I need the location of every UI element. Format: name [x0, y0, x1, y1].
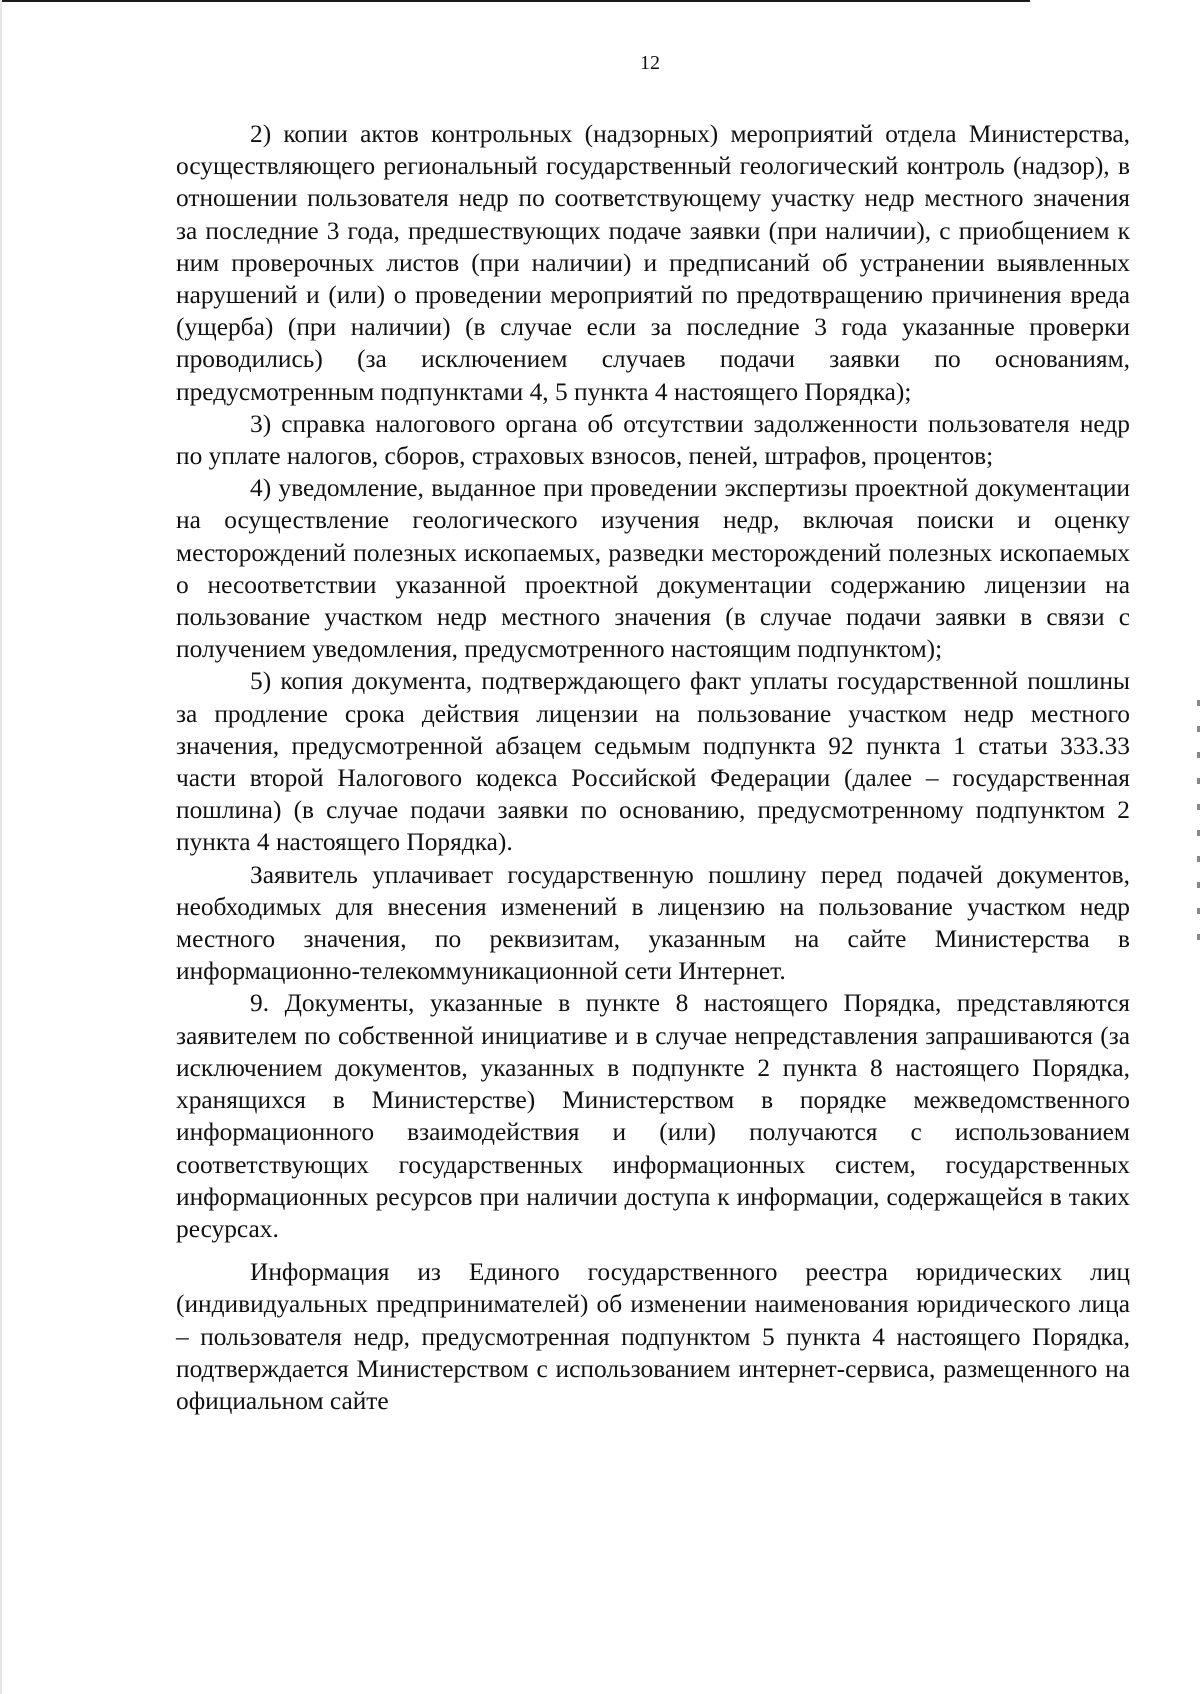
- paragraph-egrul-info: Информация из Единого государственного реестра юридических лиц (индивидуальных предпринимателей) об изменении наименования юридического лица – пользователя недр, предусмотренная подпунктом 5 пункта 4 настоящего Порядка, подтверждается Министерством с использованием интернет-сервиса, размещенного на официальном сайте: [176, 1258, 1130, 1415]
- document-body: [176, 118, 1130, 1417]
- paragraph-fee-payment: Заявитель уплачивает государственную пошлину перед подачей документов, необходимых для внесения изменений в лицензию на пользование участком недр местного значения, по реквизитам, указанным на сайте Министерства в информационно-телекоммуникационной сети Интернет.: [176, 860, 1130, 986]
- paragraph-item-5: 5) копия документа, подтверждающего факт уплаты государственной пошлины за продление срока действия лицензии на пользование участком недр местного значения, предусмотренной абзацем седьмым подпункта 92 пункта 1 статьи 333.33 части второй Налогового кодекса Российской Федерации (далее – государственная пошлина) (в случае подачи заявки по основанию, предусмотренному подпунктом 2 пункта 4 настоящего Порядка).: [176, 667, 1130, 857]
- scan-edge-left: [0, 0, 2, 1694]
- paragraph-item-2: 2) копии актов контрольных (надзорных) мероприятий отдела Министерства, осуществляющего региональный государственный геологический контроль (надзор), в отношении пользователя недр по соответствующему участку недр местного значения за последние 3 года, предшествующих подаче заявки (при наличии), с приобщением к ним проверочных листов (при наличии) и предписаний об устранении выявленных нарушений и (или) о проведении мероприятий по предотвращению причинения вреда (ущерба) (при наличии) (в случае если за последние 3 года указанные проверки проводились) (за исключением случаев подачи заявки по основаниям, предусмотренным подпунктами 4, 5 пункта 4 настоящего Порядка);: [176, 120, 1130, 406]
- paragraph-item-4: 4) уведомление, выданное при проведении экспертизы проектной документации на осуществление геологического изучения недр, включая поиски и оценку месторождений полезных ископаемых, разведки месторождений полезных ископаемых о несоответствии указанной проектной документации содержанию лицензии на пользование участком недр местного значения (в случае подачи заявки в связи с получением уведомления, предусмотренного настоящим подпунктом);: [176, 474, 1130, 664]
- scan-border-gap: [1030, 0, 1200, 2]
- paragraph-section-9: 9. Документы, указанные в пункте 8 настоящего Порядка, представляются заявителем по собственной инициативе и в случае непредставления запрашиваются (за исключением документов, указанных в подпункте 2 пункта 8 настоящего Порядка, хранящихся в Министерстве) Министерством в порядке межведомственного информационного взаимодействия и (или) получаются с использованием соответствующих государственных информационных систем, государственных информационных ресурсов при наличии доступа к информации, содержащейся в таких ресурсах.: [176, 989, 1130, 1243]
- scan-border-top: [0, 0, 1200, 2]
- page-number: 12: [640, 52, 660, 74]
- paragraph-item-3: 3) справка налогового органа об отсутствии задолженности пользователя недр по уплате налогов, сборов, страховых взносов, пеней, штрафов, процентов;: [176, 409, 1130, 471]
